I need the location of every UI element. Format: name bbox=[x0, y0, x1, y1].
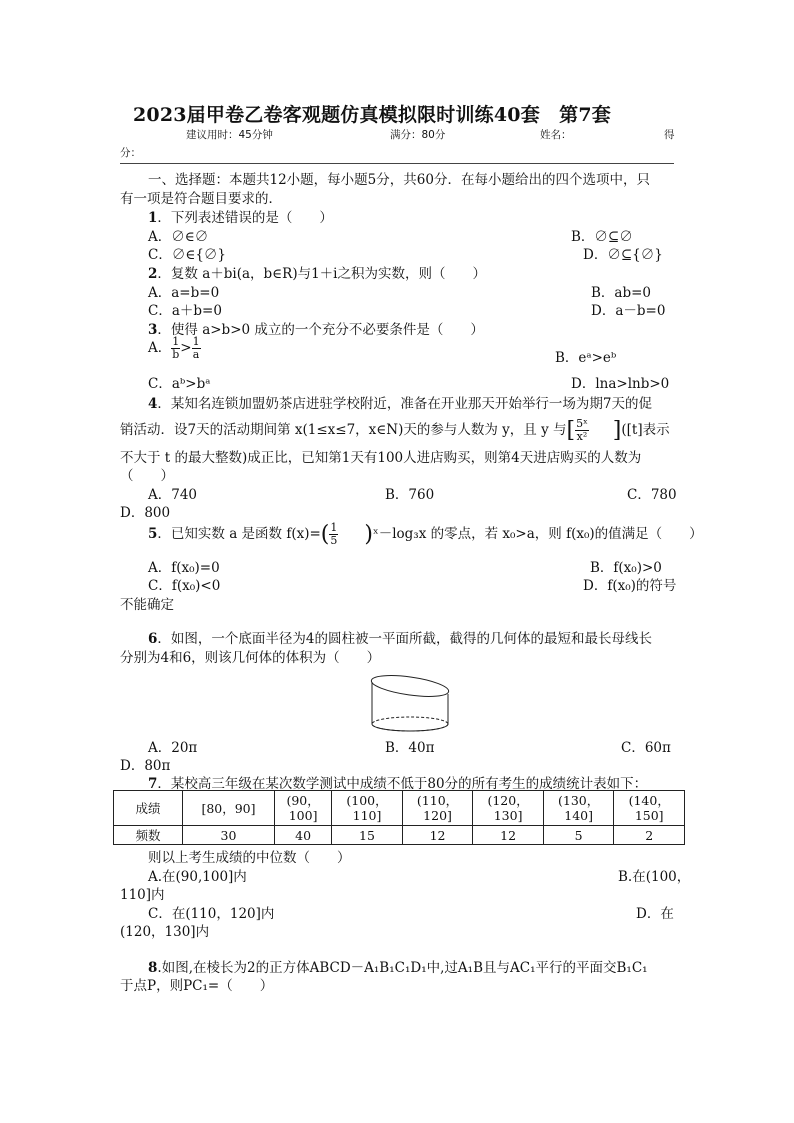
question-4-line-1: 4．某知名连锁加盟奶茶店进驻学校附近，准备在开业那天开始举行一场为期7天的促 bbox=[148, 396, 652, 412]
q5-option-a: A．f(x₀)=0 bbox=[148, 560, 220, 576]
q4-option-c: C．780 bbox=[627, 487, 677, 503]
table-row bbox=[114, 791, 685, 826]
q6-option-d: D．80π bbox=[120, 758, 171, 774]
q7-option-d-cont: (120，130]内 bbox=[120, 924, 210, 940]
q3-option-c: C．aᵇ>bᵃ bbox=[148, 376, 211, 392]
table-header-cell: 频数 bbox=[114, 826, 183, 845]
q5-option-d-cont: 不能确定 bbox=[120, 597, 174, 613]
q4-option-a: A．740 bbox=[148, 487, 198, 503]
q1-option-a: A．∅∈∅ bbox=[148, 229, 209, 245]
table-header-cell: 成绩 bbox=[114, 791, 183, 826]
q6-option-c: C．60π bbox=[621, 740, 671, 756]
get-label: 得 bbox=[664, 129, 675, 141]
q7-option-b: B.在(100， bbox=[618, 869, 691, 885]
question-2: 2．复数 a＋bi(a，b∈R)与1＋i之积为实数，则（ ） bbox=[148, 266, 486, 282]
score-label: 满分：80分 bbox=[390, 129, 446, 141]
q5-option-b: B．f(x₀)>0 bbox=[590, 560, 662, 576]
table-cell: 30 bbox=[183, 826, 275, 845]
q7-option-d: D．在 bbox=[636, 906, 674, 922]
q6-option-b: B．40π bbox=[385, 740, 435, 756]
question-6-line-1: 6．如图，一个底面半径为4的圆柱被一平面所截，截得的几何体的最短和最长母线长 bbox=[148, 631, 652, 647]
question-4-line-4: （ ） bbox=[120, 468, 174, 484]
header-divider bbox=[120, 163, 674, 164]
q4-option-b: B．760 bbox=[385, 487, 435, 503]
truncated-cylinder-figure bbox=[362, 664, 458, 734]
table-row bbox=[114, 826, 685, 845]
q2-option-b: B．ab=0 bbox=[591, 285, 652, 301]
q2-option-a: A．a=b=0 bbox=[148, 285, 220, 301]
name-label: 姓名： bbox=[540, 129, 572, 141]
table-cell: [80，90] bbox=[183, 791, 275, 826]
q1-option-b: B．∅⊆∅ bbox=[571, 229, 633, 245]
question-3: 3．使得 a>b>0 成立的一个充分不必要条件是（ ） bbox=[148, 322, 484, 338]
score-table bbox=[113, 790, 685, 845]
table-cell: 40 bbox=[274, 826, 331, 845]
page-title: 2023届甲卷乙卷客观题仿真模拟限时训练40套 第7套 bbox=[133, 104, 611, 126]
table-cell: 15 bbox=[332, 826, 403, 845]
table-cell: (130， 140] bbox=[543, 791, 614, 826]
question-5: 5．已知实数 a 是函数 f(x)=( $\frac{1}{5}$ )ˣ－log₃x 的零点，若 x₀>a，则 f(x₀)的值满足（ ） bbox=[148, 521, 703, 547]
table-cell: (90， 100] bbox=[274, 791, 331, 826]
q4-option-d: D．800 bbox=[120, 505, 171, 521]
table-cell: 5 bbox=[543, 826, 614, 845]
q1-option-d: D．∅⊆{∅} bbox=[583, 247, 663, 263]
table-cell: (100， 110] bbox=[332, 791, 403, 826]
q3-option-d: D．lna>lnb>0 bbox=[571, 376, 670, 392]
time-label: 建议用时：45分钟 bbox=[186, 129, 273, 141]
question-4-line-3: 不大于 t 的最大整数)成正比，已知第1天有100人进店购买，则第4天进店购买的人数为 bbox=[120, 450, 642, 466]
question-4-line-2: 销活动．设7天的活动期间第 x(1≤x≤7，x∈N)天的参与人数为 y，且 y 与[ $\frac{\text{5ˣ}}{\text{x²}}$ ]([t]表示 bbox=[120, 417, 670, 443]
q1-option-c: C．∅∈{∅} bbox=[148, 247, 227, 263]
q7-option-c: C．在(110，120]内 bbox=[148, 906, 275, 922]
q6-option-a: A．20π bbox=[148, 740, 198, 756]
section-intro-1: 一、选择题：本题共12小题，每小题5分，共60分．在每小题给出的四个选项中，只 bbox=[148, 172, 650, 188]
table-cell: 12 bbox=[402, 826, 473, 845]
table-cell: (120， 130] bbox=[473, 791, 544, 826]
q7-option-a: A.在(90,100]内 bbox=[148, 869, 247, 885]
q2-option-c: C．a＋b=0 bbox=[148, 303, 222, 319]
q2-option-d: D．a－b=0 bbox=[591, 303, 666, 319]
question-7: 7．某校高三年级在某次数学测试中成绩不低于80分的所有考生的成绩统计表如下： bbox=[148, 776, 648, 792]
table-cell: 12 bbox=[473, 826, 544, 845]
question-8-line-2: 于点P，则PC₁=（ ） bbox=[120, 978, 274, 994]
q5-option-d: D．f(x₀)的符号 bbox=[583, 578, 677, 594]
q7-question: 则以上考生成绩的中位数（ ） bbox=[148, 850, 351, 866]
table-cell: (110， 120] bbox=[402, 791, 473, 826]
table-cell: (140， 150] bbox=[614, 791, 685, 826]
q3-option-b: B．eᵃ>eᵇ bbox=[555, 350, 617, 366]
section-intro-2: 有一项是符合题目要求的． bbox=[120, 191, 282, 207]
get-label-cont: 分： bbox=[120, 147, 141, 159]
q5-option-c: C．f(x₀)<0 bbox=[148, 578, 221, 594]
table-cell: 2 bbox=[614, 826, 685, 845]
q3-option-a: A． $\frac{1}{b}$ > $\frac{1}{a}$ bbox=[148, 335, 200, 361]
q7-option-b-cont: 110]内 bbox=[120, 887, 165, 903]
question-6-line-2: 分别为4和6，则该几何体的体积为（ ） bbox=[120, 650, 381, 666]
question-1: 1．下列表述错误的是（ ） bbox=[148, 210, 333, 226]
question-8-line-1: 8.如图,在棱长为2的正方体ABCD－A₁B₁C₁D₁中,过A₁B且与AC₁平行的平面交B₁C₁ bbox=[148, 960, 648, 976]
